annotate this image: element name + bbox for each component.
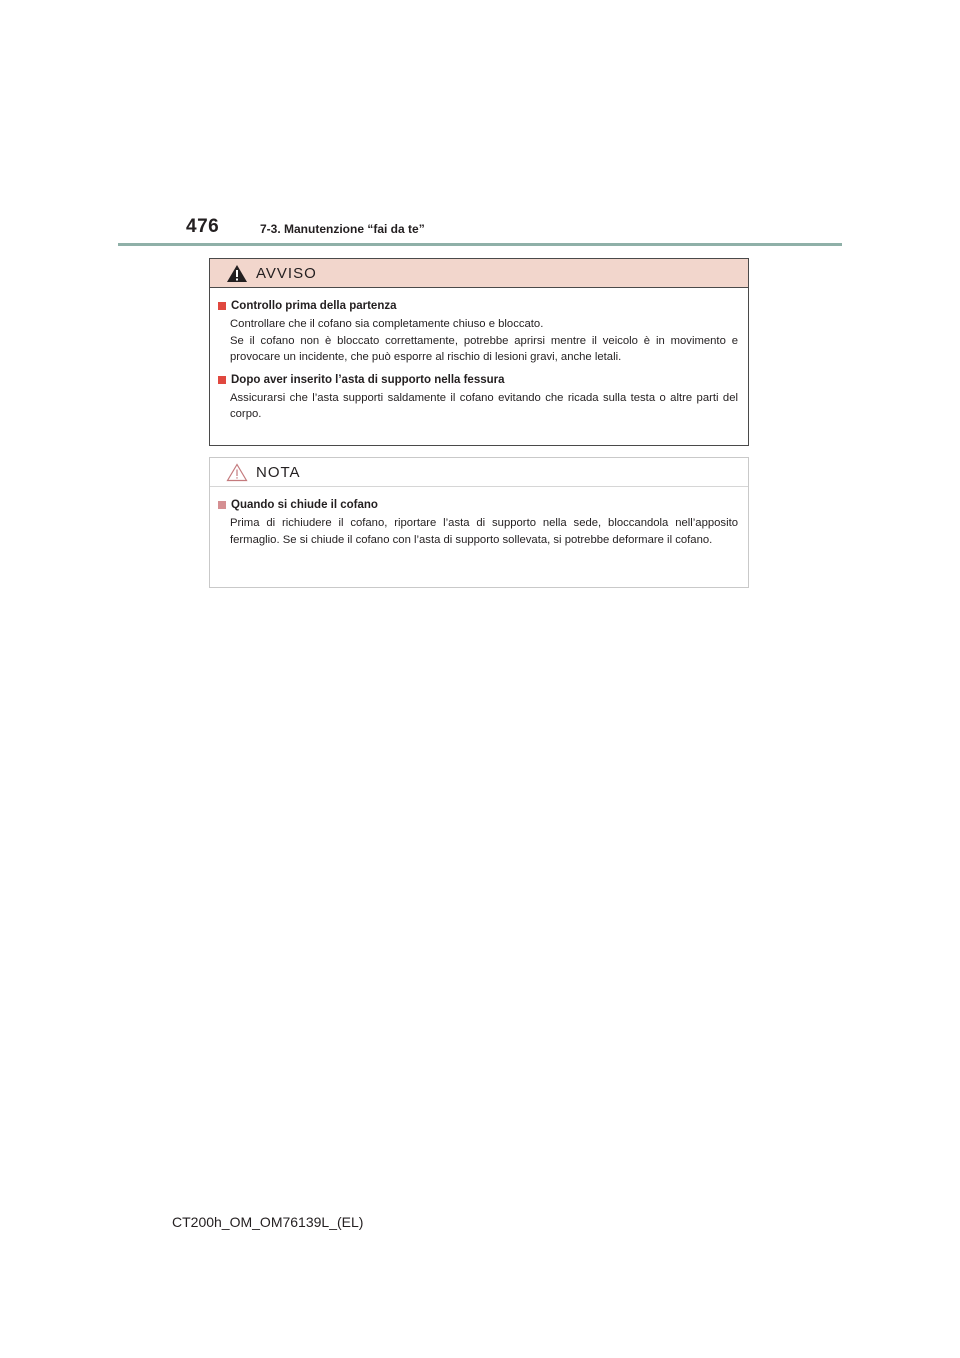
avviso-item-paragraph: Controllare che il cofano sia completamente chiuso e bloccato. <box>230 318 544 330</box>
avviso-item-paragraph: Se il cofano non è bloccato correttamente, potrebbe aprirsi mentre il veicolo è in movimento e provocare un incidente, che può esporre al rischio di lesioni gravi, anche letali. <box>230 334 738 363</box>
avviso-item <box>218 374 738 423</box>
square-bullet-icon <box>218 302 226 310</box>
nota-label: NOTA <box>256 463 301 481</box>
avviso-item-title: Controllo prima della partenza <box>231 300 397 312</box>
avviso-item-title: Dopo aver inserito l’asta di supporto nella fessura <box>231 373 505 386</box>
avviso-box <box>209 258 749 446</box>
avviso-body <box>210 288 748 423</box>
nota-header <box>210 458 748 487</box>
header-rule <box>118 243 842 246</box>
avviso-label: AVVISO <box>256 264 317 282</box>
nota-item <box>218 499 738 548</box>
page-number: 476 <box>186 216 220 237</box>
nota-item-paragraph: Prima di richiudere il cofano, riportare l’asta di supporto nella sede, bloccandola nell’apposito fermaglio. Se si chiude il cofano con l’asta di supporto sollevata, si potrebbe deformare il cofano. <box>230 517 738 546</box>
square-bullet-icon <box>218 501 226 509</box>
avviso-item <box>218 300 738 366</box>
footer-document-code: CT200h_OM_OM76139L_(EL) <box>172 1214 364 1230</box>
warning-triangle-icon <box>226 264 248 283</box>
square-bullet-icon <box>218 376 226 384</box>
nota-box <box>209 457 749 588</box>
nota-body <box>210 487 748 548</box>
avviso-header <box>210 259 748 288</box>
nota-item-title: Quando si chiude il cofano <box>231 499 378 511</box>
avviso-item-paragraph: Assicurarsi che l’asta supporti saldamente il cofano evitando che ricada sulla testa o altre parti del corpo. <box>230 391 738 420</box>
section-title: 7-3. Manutenzione “fai da te” <box>260 222 425 236</box>
notice-triangle-icon <box>226 463 248 482</box>
